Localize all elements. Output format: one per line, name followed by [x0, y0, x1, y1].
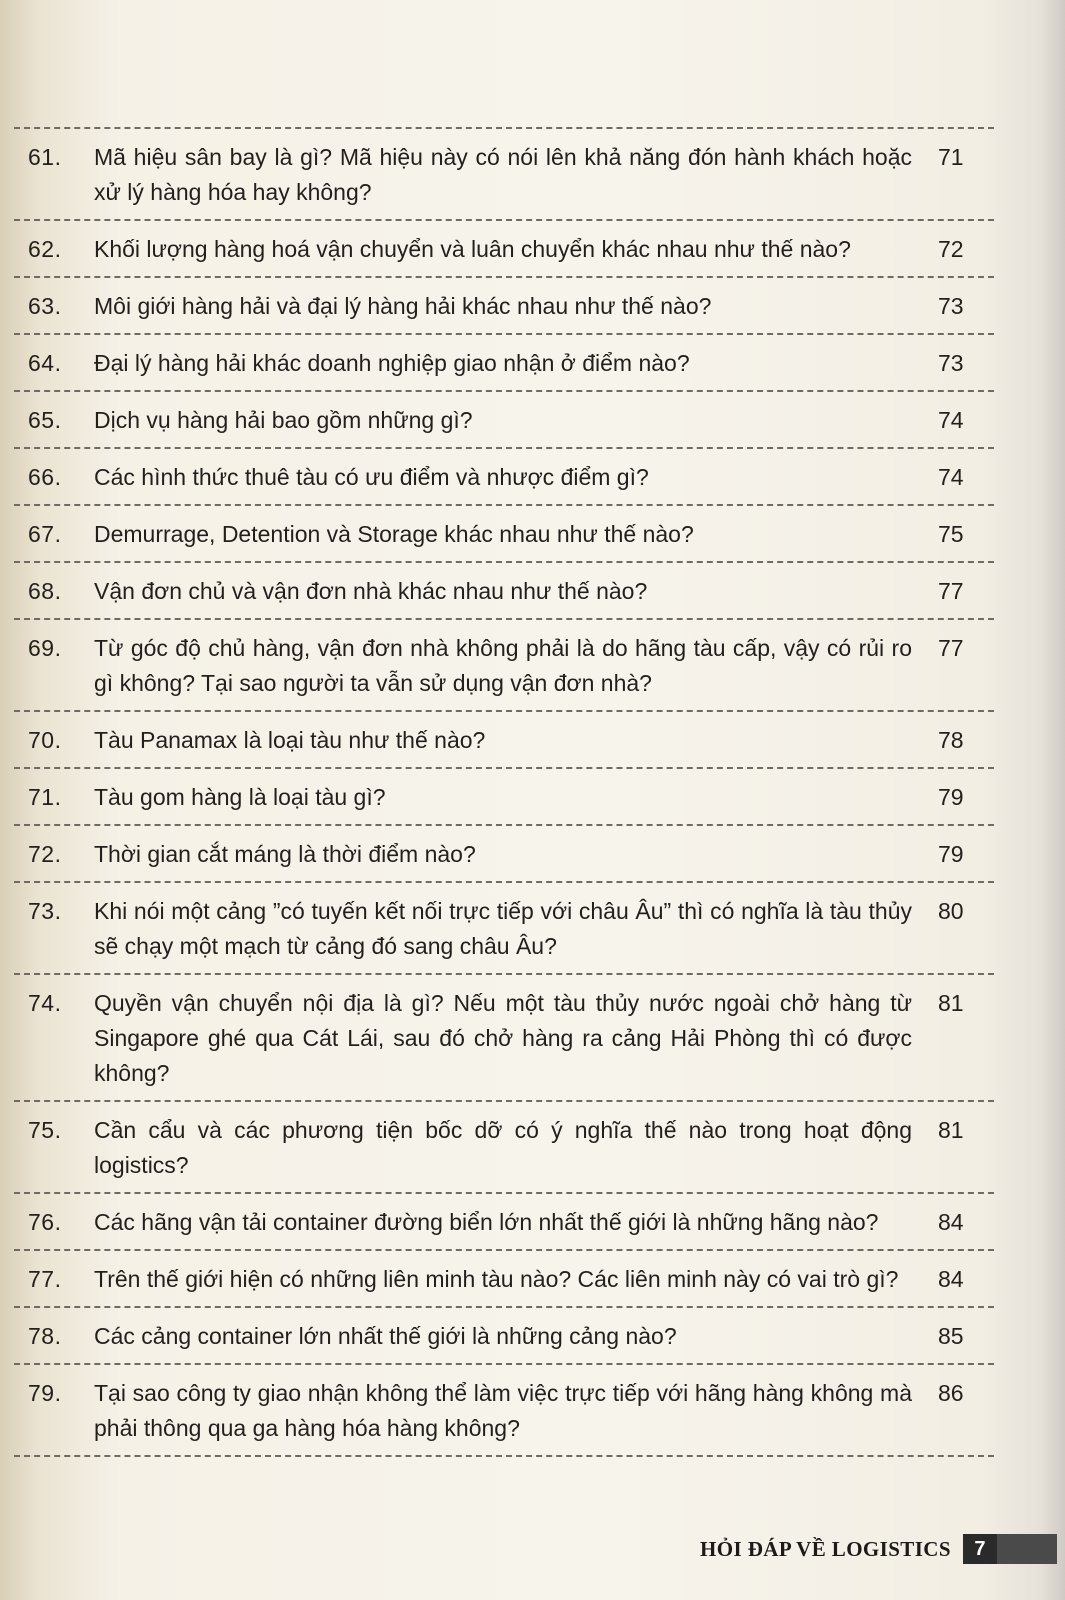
- entry-question: Tàu gom hàng là loại tàu gì?: [94, 784, 386, 810]
- entry-page-number: 79: [938, 841, 964, 867]
- entry-page-number: 81: [938, 990, 964, 1016]
- entry-number: 74.: [28, 990, 62, 1016]
- entry-number: 70.: [28, 727, 62, 753]
- running-title: HỎI ĐÁP VỀ LOGISTICS: [700, 1536, 951, 1561]
- entry-number: 68.: [28, 578, 62, 604]
- toc-entry: [14, 278, 994, 335]
- entry-page-number: 71: [938, 144, 964, 170]
- entry-page-number: 79: [938, 784, 964, 810]
- entry-number: 67.: [28, 521, 62, 547]
- entry-question: Tại sao công ty giao nhận không thể làm việc trực tiếp với hãng hàng không mà phải thông qua ga hàng hóa hàng không?: [94, 1380, 912, 1441]
- entry-question: Quyền vận chuyển nội địa là gì? Nếu một tàu thủy nước ngoài chở hàng từ Singapore ghé qua Cát Lái, sau đó chở hàng ra cảng Hải Phòng thì có được không?: [94, 990, 912, 1086]
- entry-number: 78.: [28, 1323, 62, 1349]
- toc-entry: [14, 1194, 994, 1251]
- entry-number: 75.: [28, 1117, 62, 1143]
- entry-question: Các hình thức thuê tàu có ưu điểm và nhược điểm gì?: [94, 464, 649, 490]
- entry-page-number: 80: [938, 898, 964, 924]
- toc-entry: [14, 506, 994, 563]
- entry-question: Dịch vụ hàng hải bao gồm những gì?: [94, 407, 473, 433]
- toc-entry: [14, 1102, 994, 1194]
- entry-question: Vận đơn chủ và vận đơn nhà khác nhau như thế nào?: [94, 578, 648, 604]
- entry-number: 61.: [28, 144, 62, 170]
- entry-page-number: 85: [938, 1323, 964, 1349]
- entry-page-number: 81: [938, 1117, 964, 1143]
- entry-question: Tàu Panamax là loại tàu như thế nào?: [94, 727, 486, 753]
- toc-entry: [14, 826, 994, 883]
- toc-entry: [14, 712, 994, 769]
- entry-page-number: 77: [938, 635, 964, 661]
- entry-page-number: 75: [938, 521, 964, 547]
- entry-question: Các hãng vận tải container đường biển lớn nhất thế giới là những hãng nào?: [94, 1209, 879, 1235]
- page-footer: [700, 1534, 1057, 1564]
- toc-entry: [14, 1251, 994, 1308]
- entry-number: 69.: [28, 635, 62, 661]
- entry-question: Môi giới hàng hải và đại lý hàng hải khác nhau như thế nào?: [94, 293, 712, 319]
- entry-question: Cần cẩu và các phương tiện bốc dỡ có ý nghĩa thế nào trong hoạt động logistics?: [94, 1117, 912, 1178]
- entry-question: Trên thế giới hiện có những liên minh tàu nào? Các liên minh này có vai trò gì?: [94, 1266, 899, 1292]
- entry-page-number: 84: [938, 1266, 964, 1292]
- entry-page-number: 74: [938, 407, 964, 433]
- entry-number: 63.: [28, 293, 62, 319]
- entry-page-number: 74: [938, 464, 964, 490]
- entry-page-number: 72: [938, 236, 964, 262]
- toc-entry: [14, 769, 994, 826]
- page-number: 7: [963, 1534, 997, 1564]
- entry-number: 64.: [28, 350, 62, 376]
- entry-number: 77.: [28, 1266, 62, 1292]
- entry-number: 72.: [28, 841, 62, 867]
- toc-entry: [14, 975, 994, 1102]
- toc-entry: [14, 335, 994, 392]
- toc-entry: [14, 392, 994, 449]
- toc-entry: [14, 883, 994, 975]
- entry-number: 66.: [28, 464, 62, 490]
- toc-entry: [14, 129, 994, 221]
- toc-entry: [14, 1365, 994, 1457]
- entry-question: Các cảng container lớn nhất thế giới là những cảng nào?: [94, 1323, 677, 1349]
- toc-entry: [14, 563, 994, 620]
- entry-question: Khi nói một cảng ”có tuyến kết nối trực tiếp với châu Âu” thì có nghĩa là tàu thủy sẽ chạy một mạch từ cảng đó sang châu Âu?: [94, 898, 912, 959]
- toc-entry: [14, 1308, 994, 1365]
- entry-page-number: 78: [938, 727, 964, 753]
- entry-page-number: 73: [938, 293, 964, 319]
- toc-entry: [14, 449, 994, 506]
- entry-question: Từ góc độ chủ hàng, vận đơn nhà không phải là do hãng tàu cấp, vậy có rủi ro gì không? Tại sao người ta vẫn sử dụng vận đơn nhà?: [94, 635, 912, 696]
- entry-question: Thời gian cắt máng là thời điểm nào?: [94, 841, 476, 867]
- entry-page-number: 77: [938, 578, 964, 604]
- entry-question: Khối lượng hàng hoá vận chuyển và luân chuyển khác nhau như thế nào?: [94, 236, 851, 262]
- entry-question: Mã hiệu sân bay là gì? Mã hiệu này có nói lên khả năng đón hành khách hoặc xử lý hàng hóa hay không?: [94, 144, 912, 205]
- table-of-contents: [14, 127, 994, 1457]
- entry-question: Demurrage, Detention và Storage khác nhau như thế nào?: [94, 521, 694, 547]
- entry-number: 65.: [28, 407, 62, 433]
- toc-entry: [14, 221, 994, 278]
- entry-page-number: 73: [938, 350, 964, 376]
- entry-number: 76.: [28, 1209, 62, 1235]
- entry-number: 62.: [28, 236, 62, 262]
- entry-page-number: 86: [938, 1380, 964, 1406]
- entry-question: Đại lý hàng hải khác doanh nghiệp giao nhận ở điểm nào?: [94, 350, 690, 376]
- footer-bar: [997, 1534, 1057, 1564]
- entry-page-number: 84: [938, 1209, 964, 1235]
- entry-number: 79.: [28, 1380, 62, 1406]
- entry-number: 73.: [28, 898, 62, 924]
- entry-number: 71.: [28, 784, 62, 810]
- toc-entry: [14, 620, 994, 712]
